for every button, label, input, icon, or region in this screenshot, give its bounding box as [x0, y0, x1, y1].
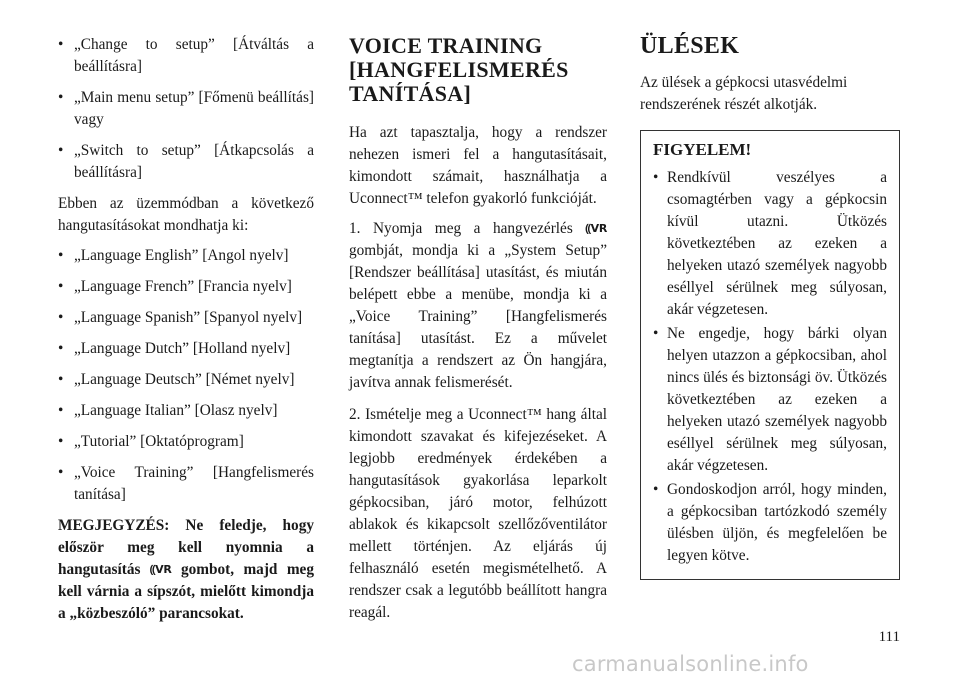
- voice-recognition-icon: ⸨VR: [149, 563, 172, 576]
- step-2: 2. Ismételje meg a Uconnect™ hang által kimondott szavakat és kifejezéseket. A legjobb eredmények érdekében a hangutasítások gyakorlása leparkolt gépkocsiban, járó motor, felhúzott ablakok és kikapcsolt szellőzőventilátor mellett történjen. Az eljárás új felhasználó esetén megismételhető. A rendszer csak a legutóbb beállított hangra reagál.: [349, 406, 607, 621]
- right-column: [640, 34, 900, 580]
- page-number: 111: [878, 629, 900, 645]
- note-text-start: MEGJEGYZÉS: Ne feledje, hogy először meg kell nyomnia a hangutasítás: [58, 517, 314, 578]
- vr-icon-label: VR: [155, 563, 172, 576]
- step-1: [349, 218, 607, 394]
- voice-training-heading: VOICE TRAINING [HANGFELISMERÉS TANÍTÁSA]: [349, 33, 569, 106]
- setup-intro-paragraph: Ebben az üzemmódban a következő hangutasításokat mondhatja ki:: [58, 195, 314, 234]
- warning-item: • Gondoskodjon arról, hogy minden, a gépkocsiban tartózkodó személy ülésben üljön, és megfelelően be legyen kötve.: [653, 479, 887, 567]
- seats-heading: ÜLÉSEK: [640, 33, 740, 59]
- voice-recognition-icon: ⸨VR: [585, 222, 608, 235]
- voice-training-intro: Ha azt tapasztalja, hogy a rendszer nehezen ismeri fel a hangutasításait, kimondott számait, használhatja a Uconnect™ telefon gyakorló funkcióját.: [349, 124, 607, 207]
- warning-title: FIGYELEM!: [653, 140, 752, 159]
- note-text-end: gombot, majd meg kell várnia a sípszót, mielőtt kimondja a „közbeszóló” parancsokat.: [58, 561, 314, 622]
- language-command-list: [58, 245, 314, 506]
- warning-item: • Rendkívül veszélyes a csomagtérben vagy a gépkocsin kívül utazni. Ütközés következtében az ezeken a helyeken utazó személyek nagyobb eséllyel sérülnek meg súlyosan, akár végzetesen.: [653, 167, 887, 321]
- warning-item: • Ne engedje, hogy bárki olyan helyen utazzon a gépkocsiban, ahol nincs ülés és biztonsági öv. Ütközés következtében az ezeken a helyeken utazó személyek nagyobb eséllyel sérülnek meg súlyosan, akár végzetesen.: [653, 323, 887, 477]
- list-item: • „Voice Training” [Hangfelismerés tanítása]: [58, 462, 314, 506]
- middle-column: [349, 34, 607, 634]
- step-1-text-end: gombját, mondja ki a „System Setup” [Rendszer beállítása] utasítást, és miután belépett ebbe a menübe, mondja ki a „Voice Training” [Hangfelismerés tanítása] utasítást. Ez a művelet megtanítja a rendszert az Ön hangjára, javítva annak felismerését.: [349, 242, 607, 391]
- list-item: • „Switch to setup” [Átkapcsolás a beállításra]: [58, 140, 314, 184]
- list-item: • „Language English” [Angol nyelv]: [58, 245, 314, 267]
- step-1-text-start: 1. Nyomja meg a hangvezérlés: [349, 220, 573, 237]
- left-column: [58, 34, 314, 633]
- warning-box: [640, 130, 900, 580]
- list-item: • „Tutorial” [Oktatóprogram]: [58, 431, 314, 453]
- warning-list: [653, 167, 887, 567]
- list-item: • „Main menu setup” [Főmenü beállítás] vagy: [58, 87, 314, 131]
- list-item: • „Language Italian” [Olasz nyelv]: [58, 400, 314, 422]
- setup-command-list: [58, 34, 314, 184]
- list-item: • „Language Spanish” [Spanyol nyelv]: [58, 307, 314, 329]
- note-paragraph: [58, 515, 314, 625]
- list-item: • „Language Deutsch” [Német nyelv]: [58, 369, 314, 391]
- seats-intro: Az ülések a gépkocsi utasvédelmi rendszerének részét alkotják.: [640, 74, 848, 113]
- list-item: • „Change to setup” [Átváltás a beállításra]: [58, 34, 314, 78]
- list-item: • „Language French” [Francia nyelv]: [58, 276, 314, 298]
- list-item: • „Language Dutch” [Holland nyelv]: [58, 338, 314, 360]
- watermark: carmanualsonline.info: [572, 652, 809, 676]
